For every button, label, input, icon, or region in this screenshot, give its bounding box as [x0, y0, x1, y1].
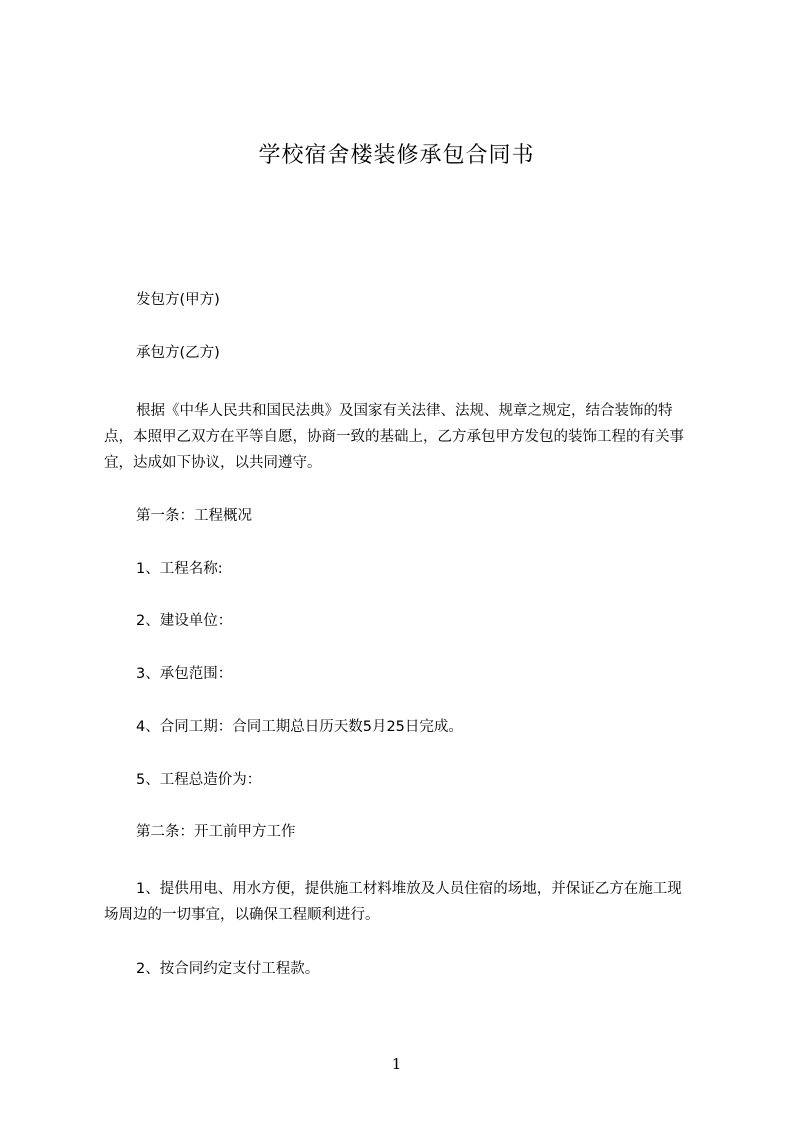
- article-1-item-4: 4、合同工期：合同工期总日历天数5月25日完成。: [136, 719, 463, 735]
- article-1-item-5: 5、工程总造价为：: [136, 772, 262, 788]
- page-number: 1: [391, 1055, 402, 1073]
- party-a-line: 发包方(甲方): [136, 292, 220, 308]
- article-1-item-2: 2、建设单位：: [136, 613, 233, 629]
- preamble-paragraph: 根据《中华人民共和国民法典》及国家有关法律、法规、规章之规定，结合装饰的特点，本照甲乙双方在平等自愿，协商一致的基础上，乙方承包甲方发包的装饰工程的有关事宜，达成如下协议，以共同遵守。: [104, 403, 684, 471]
- article-2-item-1: 1、提供用电、用水方便，提供施工材料堆放及人员住宿的场地，并保证乙方在施工现场周边的一切事宜，以确保工程顺利进行。: [104, 881, 682, 923]
- article-2-item-2: 2、按合同约定支付工程款。: [136, 961, 320, 977]
- document-title: 学校宿舍楼装修承包合同书: [258, 143, 535, 168]
- party-b-line: 承包方(乙方): [136, 345, 220, 361]
- article-1-heading: 第一条：工程概况: [136, 508, 252, 524]
- article-1-item-3: 3、承包范围：: [136, 666, 233, 682]
- article-1-item-1: 1、工程名称:: [136, 561, 223, 577]
- article-2-heading: 第二条：开工前甲方工作: [136, 824, 296, 840]
